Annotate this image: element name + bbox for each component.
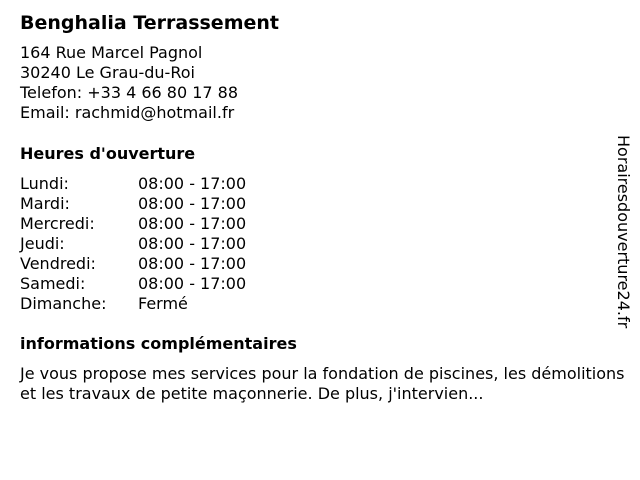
day-label: Lundi: xyxy=(20,174,69,193)
day-label: Mercredi: xyxy=(20,214,95,233)
business-name: Benghalia Terrassement xyxy=(20,12,279,34)
time-value: 08:00 - 17:00 xyxy=(138,214,247,233)
hours-row-saturday xyxy=(20,274,246,294)
phone-number: Telefon: +33 4 66 80 17 88 xyxy=(20,83,239,102)
time-value: 08:00 - 17:00 xyxy=(138,254,247,273)
email-address: Email: rachmid@hotmail.fr xyxy=(20,103,235,122)
info-title: informations complémentaires xyxy=(20,334,297,353)
watermark-text: Horairesdouverture24.fr xyxy=(614,135,633,329)
day-label: Dimanche: xyxy=(20,294,107,313)
day-label: Vendredi: xyxy=(20,254,96,273)
info-text: Je vous propose mes services pour la fondation de piscines, les démolitions et les travaux de petite maçonnerie. De plus, j'intervien... xyxy=(20,364,625,403)
hours-row-wednesday xyxy=(20,214,246,234)
day-label: Jeudi: xyxy=(20,234,65,253)
city-address: 30240 Le Grau-du-Roi xyxy=(20,63,195,82)
street-address: 164 Rue Marcel Pagnol xyxy=(20,43,203,62)
day-label: Samedi: xyxy=(20,274,86,293)
hours-row-friday xyxy=(20,254,246,274)
hours-row-tuesday xyxy=(20,194,246,214)
hours-row-thursday xyxy=(20,234,246,254)
hours-title: Heures d'ouverture xyxy=(20,144,196,163)
hours-table xyxy=(20,174,246,314)
hours-row-sunday xyxy=(20,294,246,314)
time-value: 08:00 - 17:00 xyxy=(138,174,247,193)
hours-row-monday xyxy=(20,174,246,194)
day-label: Mardi: xyxy=(20,194,70,213)
time-value: 08:00 - 17:00 xyxy=(138,274,247,293)
address-block xyxy=(20,43,238,123)
time-value: 08:00 - 17:00 xyxy=(138,234,247,253)
time-value: Fermé xyxy=(138,294,188,313)
time-value: 08:00 - 17:00 xyxy=(138,194,247,213)
